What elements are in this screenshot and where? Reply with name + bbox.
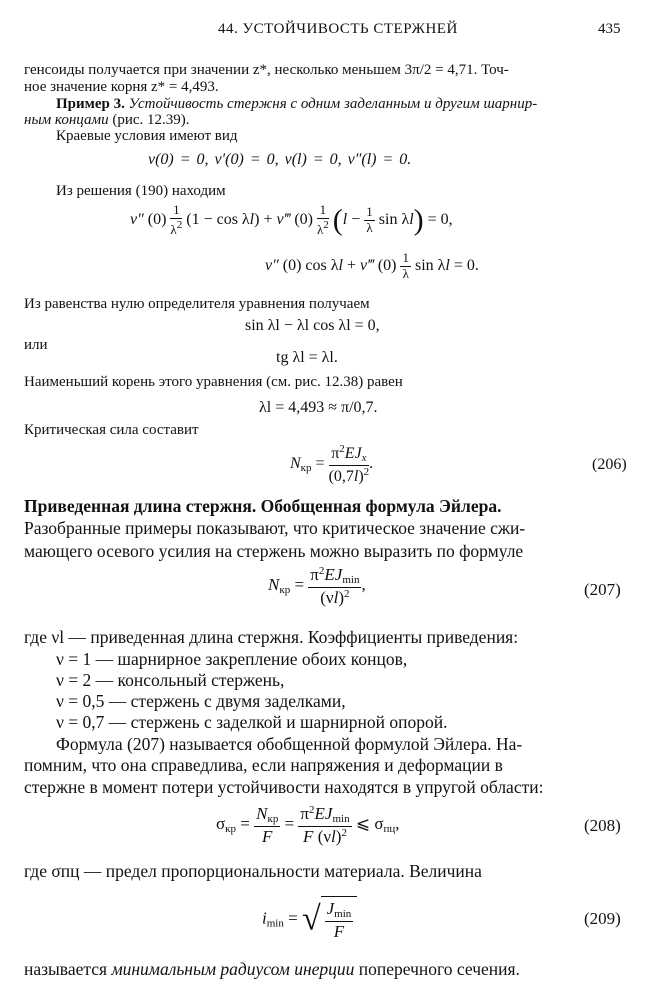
text-fragment: поперечного сечения.	[354, 959, 520, 979]
example-title: Устойчивость стержня с одним заделанным и другим шарнир-	[128, 96, 538, 112]
text-fragment: называется	[24, 959, 112, 979]
text-line: где νl — приведенная длина стержня. Коэффициенты приведения:	[24, 627, 519, 647]
running-title: 44. УСТОЙЧИВОСТЬ СТЕРЖНЕЙ	[218, 21, 458, 37]
example-heading-cont	[24, 112, 190, 129]
list-item: ν = 0,7 — стержень с заделкой и шарнирной опорой.	[56, 712, 448, 732]
example-heading	[56, 96, 537, 113]
list-item: ν = 1 — шарнирное закрепление обоих концов,	[56, 649, 408, 669]
list-item: ν = 2 — консольный стержень,	[56, 670, 285, 690]
equation-number: (206)	[592, 456, 627, 473]
text-line: Критическая сила составит	[24, 422, 199, 438]
text-line: где σпц — предел пропорциональности материала. Величина	[24, 861, 482, 881]
tangent-equation: tg λl = λl.	[276, 349, 338, 366]
text-line: Наименьший корень этого уравнения (см. рис. 12.38) равен	[24, 374, 403, 390]
solution-equation-2: v″ (0) cos λl + v‴ (0) $\frac{1}{\lambda}$ sin λl = 0.	[265, 250, 479, 281]
text-line: Из равенства нулю определителя уравнения получаем	[24, 296, 370, 312]
list-item: ν = 0,5 — стержень с двумя заделками,	[56, 691, 346, 711]
text-line: Краевые условия имеют вид	[56, 128, 238, 144]
text-line: ное значение корня z* = 4,493.	[24, 79, 219, 95]
equation-209: $i_{min}$ = √ $\frac{J_{min}}{F}$	[262, 896, 357, 943]
text-line: помним, что она справедлива, если напряжения и деформации в	[24, 755, 503, 775]
equation-207: $N_{кр}$ = $\frac{\pi^2EJ_{min}}{(\nu l)^2}$ ,	[268, 565, 366, 607]
example-label: Пример 3.	[56, 96, 125, 112]
text-line: Разобранные примеры показывают, что критическое значение сжи-	[24, 518, 526, 538]
figure-reference: (рис. 12.39).	[108, 112, 190, 128]
section-heading: Приведенная длина стержня. Обобщенная формула Эйлера.	[24, 496, 502, 516]
determinant-equation: sin λl − λl cos λl = 0,	[245, 317, 380, 334]
equation-number: (207)	[584, 580, 621, 599]
equation-208: $\sigma_{кр}$ = $\frac{N_{кр}}{F}$ = $\frac{\pi^2EJ_{min}}{F (\nu l)^2}$ ⩽ $\sigma_{пц}$,	[216, 804, 400, 846]
text-line	[24, 959, 520, 980]
equation-206: $N_{кр}$ = $\frac{\pi^2EJ_x}{(0,7l)^2}$ .	[290, 443, 374, 485]
text-line: генсоиды получается при значении z*, несколько меньшем 3π/2 = 4,71. Точ-	[24, 62, 509, 78]
boundary-conditions-equation: v(0) = 0, v′(0) = 0, v(l) = 0, v″(l) = 0.	[148, 151, 412, 168]
text-line: стержне в момент потери устойчивости находятся в упругой области:	[24, 777, 544, 797]
equation-number: (208)	[584, 816, 621, 835]
text-line: Формула (207) называется обобщенной формулой Эйлера. На-	[56, 734, 523, 754]
page-number: 435	[598, 21, 621, 37]
solution-equation-1: v″ (0) $\frac{1}{\lambda^2}$ (1 − cos λl) + v‴ (0) $\frac{1}{\lambda^2}$ (l − $\frac{1}{\lambda}$ sin λl) = 0,	[130, 202, 453, 237]
example-title-cont: ным концами	[24, 112, 109, 128]
text-line: или	[24, 337, 48, 353]
equation-number: (209)	[584, 909, 621, 928]
text-line: Из решения (190) находим	[56, 183, 226, 199]
root-equation: λl = 4,493 ≈ π/0,7.	[259, 399, 378, 416]
text-line: мающего осевого усилия на стержень можно выразить по формуле	[24, 541, 524, 561]
emphasized-term: минимальным радиусом инерции	[111, 959, 355, 979]
